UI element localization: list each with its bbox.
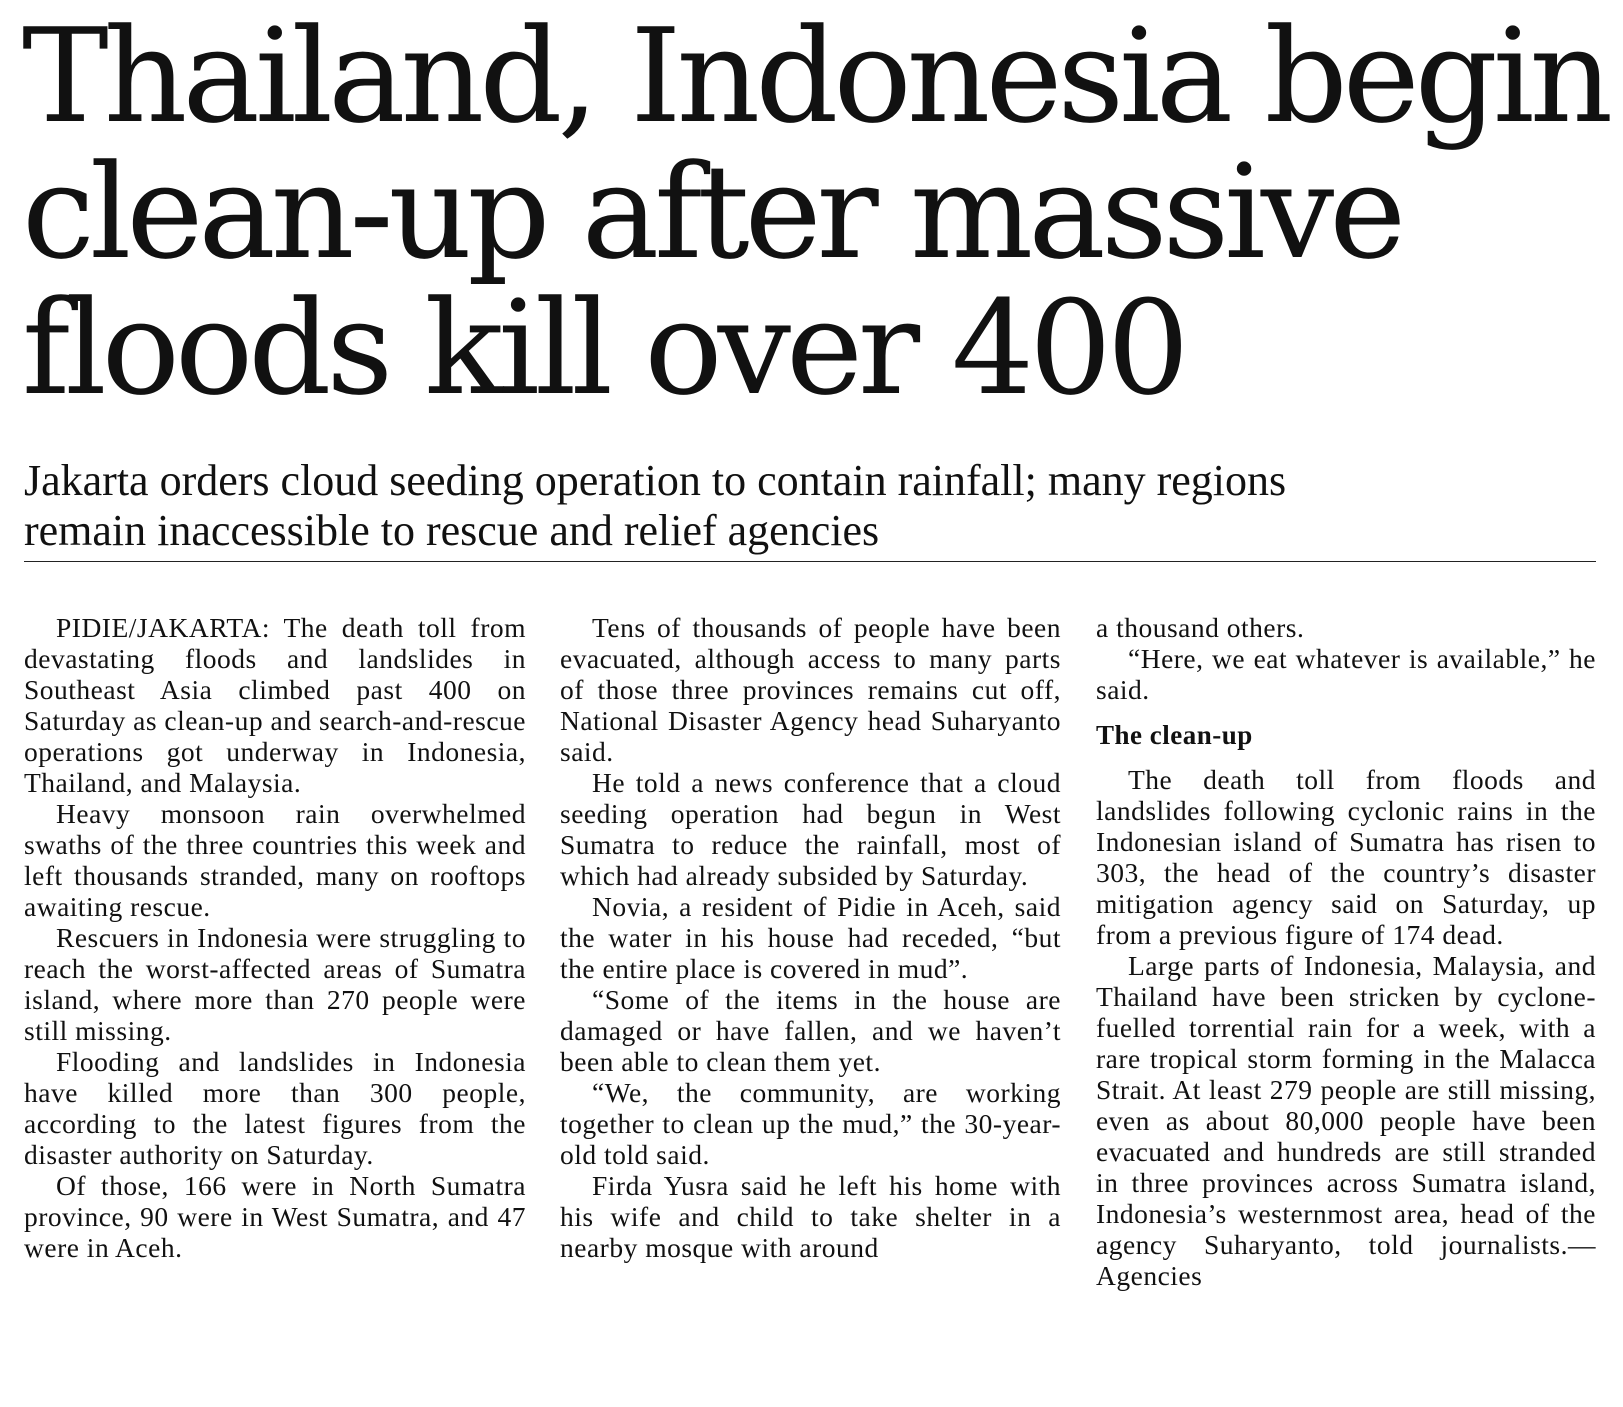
paragraph-continuation: a thousand others. — [1096, 612, 1305, 643]
paragraph: Of those, 166 were in North Sumatra province, 90 were in West Sumatra, and 47 were in Aceh. — [24, 1170, 526, 1263]
headline — [22, 0, 1609, 424]
paragraph: Rescuers in Indonesia were struggling to reach the worst-affected areas of Sumatra island, where more than 270 people were still missing. — [24, 922, 526, 1046]
headline-line-3: floods kill over 400 — [22, 272, 1185, 424]
article-column-3 — [1096, 612, 1596, 1291]
paragraph: “Some of the items in the house are damaged or have fallen, and we haven’t been able to clean them yet. — [560, 984, 1061, 1077]
paragraph: Flooding and landslides in Indonesia have killed more than 300 people, according to the latest figures from the disaster authority on Saturday. — [24, 1046, 526, 1170]
article-column-1 — [24, 612, 526, 1263]
headline-line-2: clean-up after massive — [22, 136, 1402, 288]
section-divider — [24, 561, 1596, 562]
paragraph: The death toll from floods and landslides following cyclonic rains in the Indonesian island of Sumatra has risen to 303, the head of the country’s disaster mitigation agency said on Saturday, up from a previous figure of 174 dead. — [1096, 764, 1596, 950]
subheadline-line-1: Jakarta orders cloud seeding operation to contain rainfall; many regions — [24, 456, 1287, 505]
headline-line-1: Thailand, Indonesia begin — [22, 0, 1609, 152]
subheadline-line-2: remain inaccessible to rescue and relief agencies — [24, 506, 880, 555]
paragraph: “Here, we eat whatever is available,” he said. — [1096, 643, 1596, 705]
paragraph: Heavy monsoon rain overwhelmed swaths of the three countries this week and left thousands stranded, many on rooftops awaiting rescue. — [24, 798, 526, 922]
paragraph: He told a news conference that a cloud seeding operation had begun in West Sumatra to reduce the rainfall, most of which had already subsided by Saturday. — [560, 767, 1061, 891]
paragraph: Large parts of Indonesia, Malaysia, and Thailand have been stricken by cyclone-fuelled torrential rain for a week, with a rare tropical storm forming in the Malacca Strait. At least 279 people are still missing, even as about 80,000 people have been evacuated and hundreds are still stranded in three provinces across Sumatra island, Indonesia’s westernmost area, head of the agency Suharyanto, told journalists.—Agencies — [1096, 950, 1596, 1291]
paragraph: PIDIE/JAKARTA: The death toll from devastating floods and landslides in Southeast Asia climbed past 400 on Saturday as clean-up and search-and-rescue operations got underway in Indonesia, Thailand, and Malaysia. — [24, 612, 527, 798]
paragraph: Firda Yusra said he left his home with his wife and child to take shelter in a nearby mosque with around — [560, 1170, 1061, 1263]
paragraph: “We, the community, are working together to clean up the mud,” the 30-year-old told said. — [560, 1077, 1061, 1170]
article-column-2 — [560, 612, 1061, 1263]
subheadline — [24, 456, 1604, 556]
paragraph: Tens of thousands of people have been evacuated, although access to many parts of those three provinces remains cut off, National Disaster Agency head Suharyanto said. — [560, 612, 1061, 767]
section-subheading: The clean-up — [1096, 720, 1253, 750]
paragraph: Novia, a resident of Pidie in Aceh, said the water in his house had receded, “but the entire place is covered in mud”. — [560, 891, 1061, 984]
